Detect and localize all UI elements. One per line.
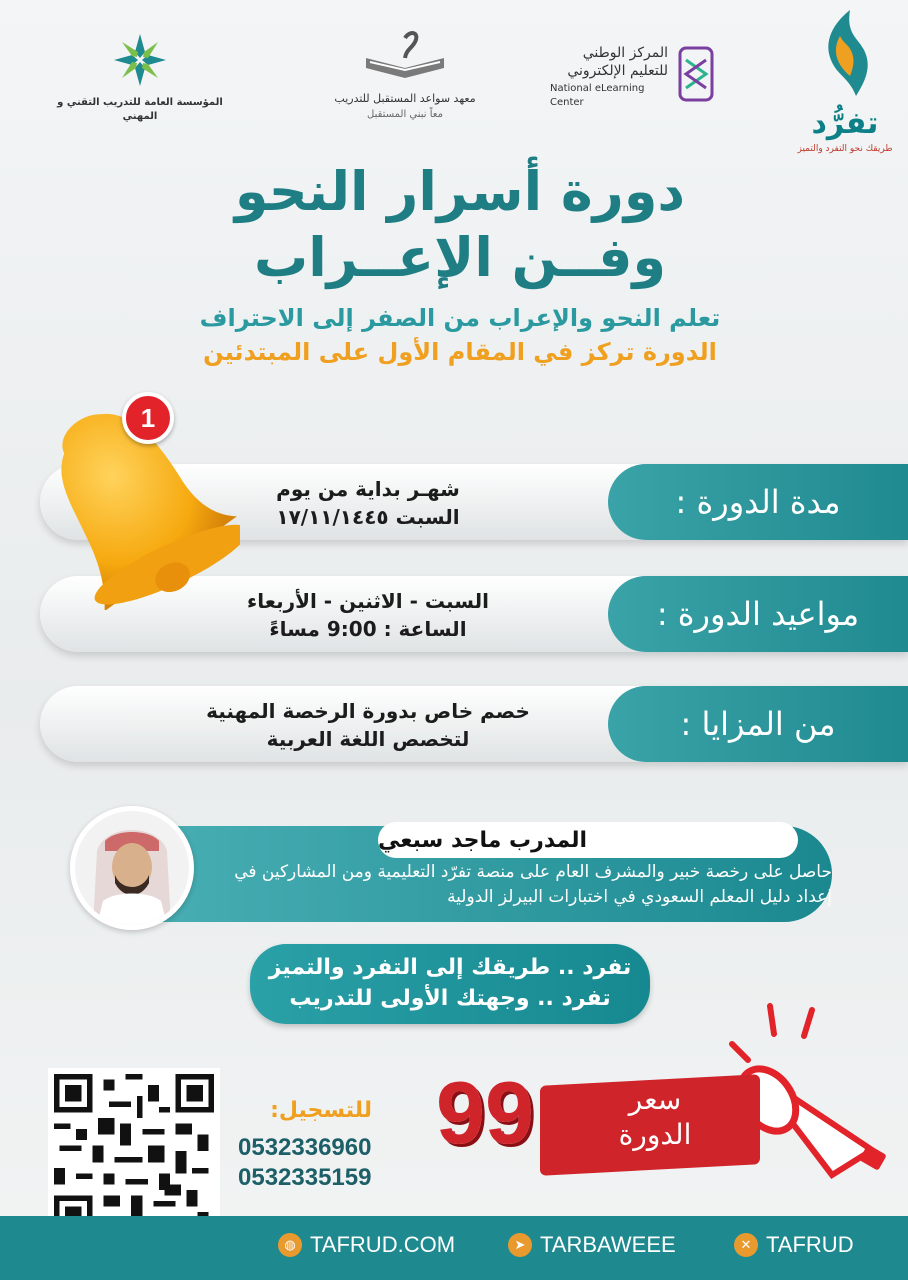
benefits-label: من المزايا : [608, 686, 908, 762]
benefits-value-line2: لتخصص اللغة العربية [266, 727, 470, 751]
slogan-line1: تفرد .. طريقك إلى التفرد والتميز [268, 955, 632, 981]
tvtc-emblem-icon [110, 30, 170, 90]
schedule-label: مواعيد الدورة : [608, 576, 908, 652]
register-label: للتسجيل: [270, 1098, 372, 1123]
telegram-icon: ➤ [508, 1233, 532, 1257]
tafrud-logo [790, 6, 900, 156]
trainer-avatar [70, 806, 194, 930]
footer-telegram[interactable] [508, 1232, 676, 1258]
institute-logo [330, 28, 480, 128]
notification-count: 1 [140, 402, 156, 433]
footer-social[interactable] [734, 1232, 854, 1258]
course-title-line1: دورة أسرار النحو [234, 160, 686, 223]
qr-code-icon [54, 1074, 214, 1234]
footer-website[interactable] [278, 1232, 455, 1258]
trainer-photo-icon [75, 811, 189, 925]
nelc-emblem-icon [678, 46, 714, 102]
footer-social-text: TAFRUD [766, 1232, 854, 1257]
institute-name: معهد سواعد المستقبل للتدريب [334, 92, 476, 105]
trainer-bio: حاصل على رخصة خبير والمشرف العام على منصة تفرّد التعليمية ومن المشاركين في إعداد دليل المعلم السعودي في اختبارات البيرلز الدولية [234, 862, 832, 907]
tafrud-brand: تفرُّد [811, 106, 879, 141]
schedule-value-line2: الساعة : 9:00 مساءً [269, 617, 467, 641]
tafrud-tagline: طريقك نحو التفرد والتميز [797, 144, 893, 154]
duration-value-line1: شهـر بداية من يوم [276, 477, 460, 501]
flame-icon [810, 6, 880, 106]
subtitle-line2: الدورة تركز في المقام الأول على المبتدئين [203, 338, 717, 366]
footer-telegram-text: TARBAWEEE [540, 1232, 676, 1257]
open-book-icon [360, 28, 450, 88]
schedule-value-line1: السبت - الاثنين - الأربعاء [247, 589, 489, 613]
price-label-line1: سعر [628, 1083, 682, 1116]
institute-tagline: معاً نبني المستقبل [367, 109, 443, 120]
tvtc-name: المؤسسة العامة للتدريب التقني و المهني [57, 97, 223, 122]
footer-website-text: TAFRUD.COM [310, 1232, 456, 1257]
nelc-name-en: National eLearning Center [550, 83, 645, 108]
price-label-line2: الدورة [618, 1118, 692, 1151]
slogan-box [250, 944, 650, 1024]
price-value: 99 [436, 1063, 534, 1162]
qr-code[interactable] [48, 1068, 220, 1240]
nelc-logo [550, 44, 730, 108]
duration-value-line2: السبت ١٧/١١/١٤٤٥ [276, 505, 460, 529]
notification-badge [122, 392, 174, 444]
globe-icon: ◍ [278, 1233, 302, 1257]
course-title-line2: وفــن الإعــراب [253, 226, 667, 289]
slogan-line2: تفرد .. وجهتك الأولى للتدريب [289, 986, 611, 1011]
subtitle-line1: تعلم النحو والإعراب من الصفر إلى الاحتراف [199, 304, 721, 332]
nelc-name-line1: المركز الوطني [582, 45, 668, 61]
price-label [560, 1082, 750, 1152]
trainer-name: المدرب ماجد سبعي [378, 822, 798, 858]
social-icon: ✕ [734, 1233, 758, 1257]
duration-label: مدة الدورة : [608, 464, 908, 540]
nelc-name-line2: للتعليم الإلكتروني [567, 63, 668, 79]
benefits-value-line1: خصم خاص بدورة الرخصة المهنية [206, 699, 530, 723]
phone-number-1[interactable]: 0532336960 [238, 1134, 372, 1161]
tvtc-logo [40, 30, 240, 122]
phone-number-2[interactable]: 0532335159 [238, 1164, 372, 1191]
